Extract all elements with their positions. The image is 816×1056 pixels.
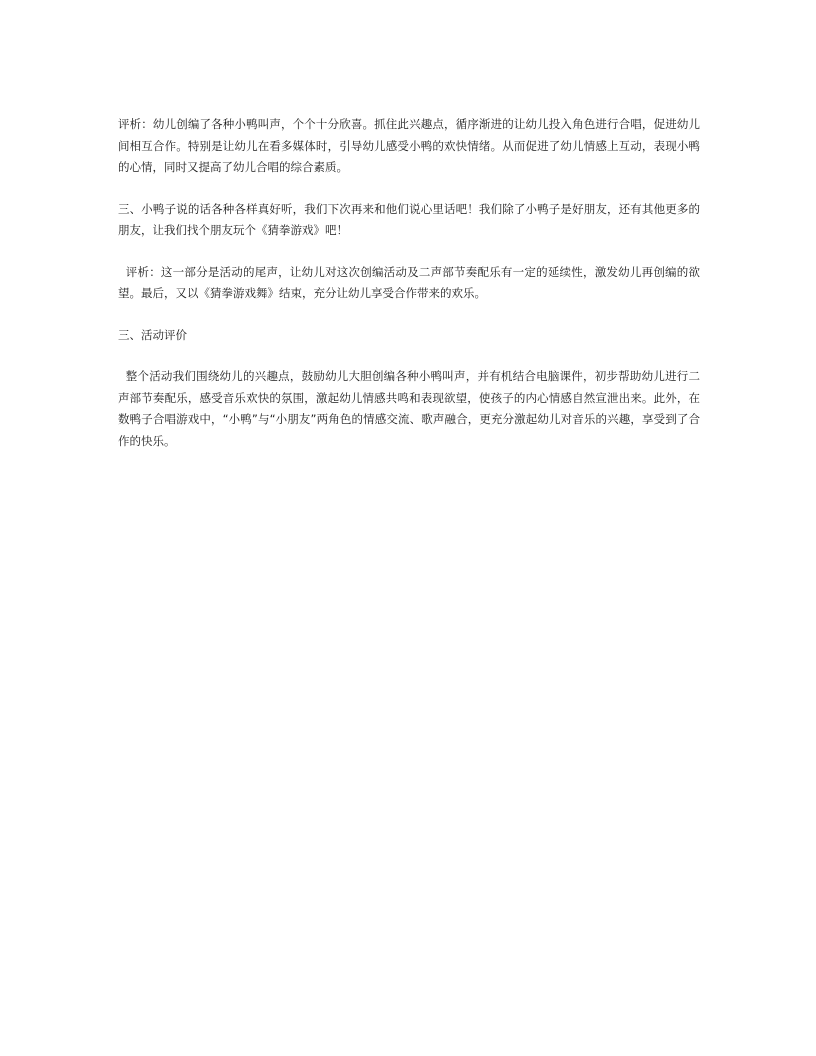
paragraph-analysis-1: 评析：幼儿创编了各种小鸭叫声，个个十分欣喜。抓住此兴趣点，循序渐进的让幼儿投入角色进行合唱，促进幼儿间相互合作。特别是让幼儿在看多媒体时，引导幼儿感受小鸭的欢快情绪。从而促进了幼儿情感上互动，表现小鸭的心情，同时又提高了幼儿合唱的综合素质。 bbox=[118, 117, 700, 174]
paragraph-analysis-2: 评析：这一部分是活动的尾声，让幼儿对这次创编活动及二声部节奏配乐有一定的延续性，激发幼儿再创编的欲望。最后，又以《猜拳游戏舞》结束，充分让幼儿享受合作带来的欢乐。 bbox=[118, 264, 700, 300]
paragraph-spacer bbox=[118, 179, 700, 199]
paragraph-spacer bbox=[118, 346, 700, 366]
document-body bbox=[118, 114, 700, 452]
paragraph-spacer bbox=[118, 242, 700, 262]
paragraph-spacer bbox=[118, 305, 700, 325]
section-heading-activity-evaluation: 三、活动评价 bbox=[118, 327, 187, 342]
paragraph-section-3-step: 三、小鸭子说的话各种各样真好听，我们下次再来和他们说心里话吧！我们除了小鸭子是好朋友，还有其他更多的朋友，让我们找个朋友玩个《猜拳游戏》吧！ bbox=[118, 201, 700, 237]
paragraph-evaluation: 整个活动我们围绕幼儿的兴趣点，鼓励幼儿大胆创编各种小鸭叫声，并有机结合电脑课件，初步帮助幼儿进行二声部节奏配乐，感受音乐欢快的氛围，激起幼儿情感共鸣和表现欲望，使孩子的内心情感自然宣泄出来。此外，在数鸭子合唱游戏中，“小鸭”与“小朋友”两角色的情感交流、歌声融合，更充分激起幼儿对音乐的兴趣，享受到了合作的快乐。 bbox=[118, 369, 700, 448]
